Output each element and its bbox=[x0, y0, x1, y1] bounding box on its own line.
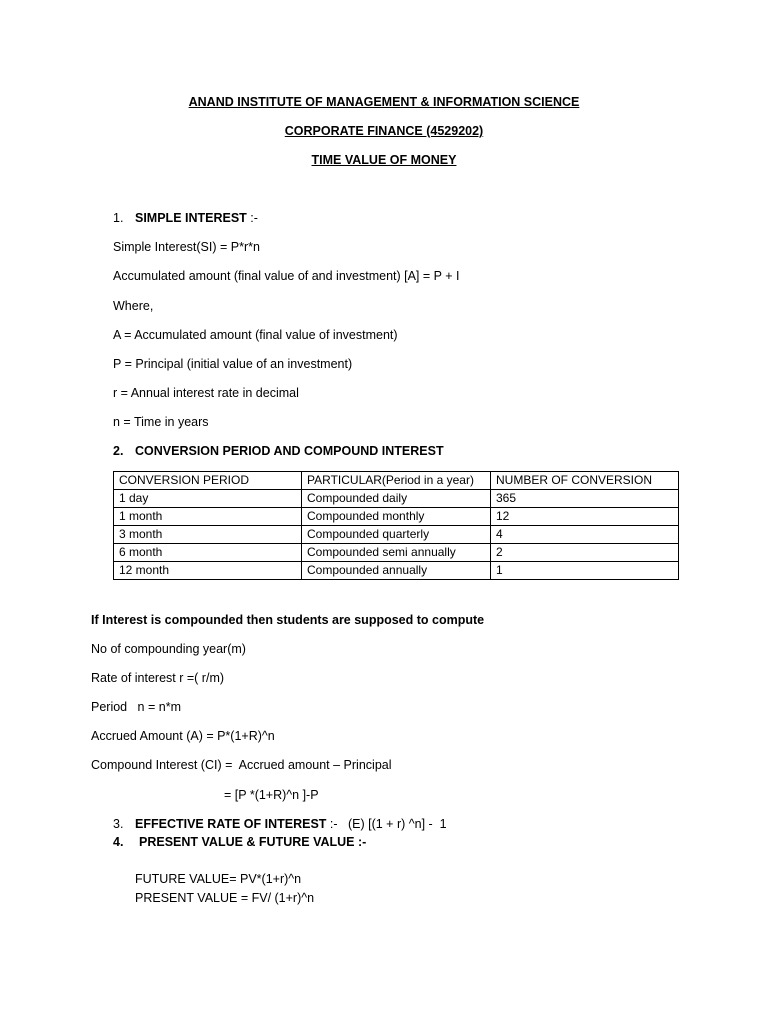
section1-number: 1. bbox=[113, 211, 124, 225]
compound-intro: If Interest is compounded then students are supposed to compute bbox=[91, 613, 485, 627]
section3-heading bbox=[113, 816, 447, 832]
section3-title: EFFECTIVE RATE OF INTEREST bbox=[135, 817, 327, 831]
table-cell: Compounded daily bbox=[302, 490, 491, 508]
table-cell: 12 bbox=[491, 508, 679, 526]
table-cell: Compounded semi annually bbox=[302, 544, 491, 562]
table-cell: 1 month bbox=[114, 508, 302, 526]
table-cell: 365 bbox=[491, 490, 679, 508]
table-cell: 3 month bbox=[114, 526, 302, 544]
table-header-row bbox=[114, 472, 679, 490]
table-cell: 1 day bbox=[114, 490, 302, 508]
institute-title: ANAND INSTITUTE OF MANAGEMENT & INFORMATION SCIENCE bbox=[188, 95, 580, 109]
table-row bbox=[114, 562, 679, 580]
section2-title: CONVERSION PERIOD AND COMPOUND INTEREST bbox=[135, 444, 444, 458]
table-cell: 12 month bbox=[114, 562, 302, 580]
where-label: Where, bbox=[113, 299, 154, 313]
section2-number: 2. bbox=[113, 444, 124, 458]
section1-title: SIMPLE INTEREST bbox=[135, 211, 247, 225]
period-formula: Period n = n*m bbox=[91, 700, 181, 714]
course-title: CORPORATE FINANCE (4529202) bbox=[284, 124, 484, 138]
table-row bbox=[114, 508, 679, 526]
table-row bbox=[114, 526, 679, 544]
table-header-cell: PARTICULAR(Period in a year) bbox=[302, 472, 491, 490]
present-value-formula: PRESENT VALUE = FV/ (1+r)^n bbox=[135, 891, 315, 905]
topic-title: TIME VALUE OF MONEY bbox=[311, 153, 457, 167]
table-header-cell: NUMBER OF CONVERSION bbox=[491, 472, 679, 490]
definition-p: P = Principal (initial value of an investment) bbox=[113, 357, 353, 371]
conversion-table bbox=[113, 471, 679, 580]
table-row bbox=[114, 544, 679, 562]
future-value-formula: FUTURE VALUE= PV*(1+r)^n bbox=[135, 872, 302, 886]
compound-interest-expanded: = [P *(1+R)^n ]-P bbox=[224, 788, 319, 802]
table-cell: 1 bbox=[491, 562, 679, 580]
accrued-amount-formula: Accrued Amount (A) = P*(1+R)^n bbox=[91, 729, 275, 743]
compounding-years: No of compounding year(m) bbox=[91, 642, 246, 656]
table-cell: 4 bbox=[491, 526, 679, 544]
compound-interest-formula: Compound Interest (CI) = Accrued amount – Principal bbox=[91, 758, 392, 772]
section1-heading bbox=[113, 210, 258, 226]
table-cell: Compounded annually bbox=[302, 562, 491, 580]
definition-a: A = Accumulated amount (final value of investment) bbox=[113, 328, 398, 342]
accumulated-amount-formula: Accumulated amount (final value of and investment) [A] = P + I bbox=[113, 269, 460, 283]
definition-r: r = Annual interest rate in decimal bbox=[113, 386, 299, 400]
table-row bbox=[114, 490, 679, 508]
table-cell: Compounded monthly bbox=[302, 508, 491, 526]
table-cell: 6 month bbox=[114, 544, 302, 562]
table-header-cell: CONVERSION PERIOD bbox=[114, 472, 302, 490]
section3-number: 3. bbox=[113, 817, 124, 831]
section3-formula: :- (E) [(1 + r) ^n] - 1 bbox=[326, 817, 447, 831]
si-formula: Simple Interest(SI) = P*r*n bbox=[113, 240, 260, 254]
rate-of-interest: Rate of interest r =( r/m) bbox=[91, 671, 225, 685]
table-cell: 2 bbox=[491, 544, 679, 562]
definition-n: n = Time in years bbox=[113, 415, 209, 429]
section4-title: PRESENT VALUE & FUTURE VALUE :- bbox=[139, 835, 367, 849]
section4-heading bbox=[113, 834, 366, 850]
section4-number: 4. bbox=[113, 835, 124, 849]
table-cell: Compounded quarterly bbox=[302, 526, 491, 544]
section2-heading bbox=[113, 443, 444, 459]
section1-title-suffix: :- bbox=[246, 211, 258, 225]
